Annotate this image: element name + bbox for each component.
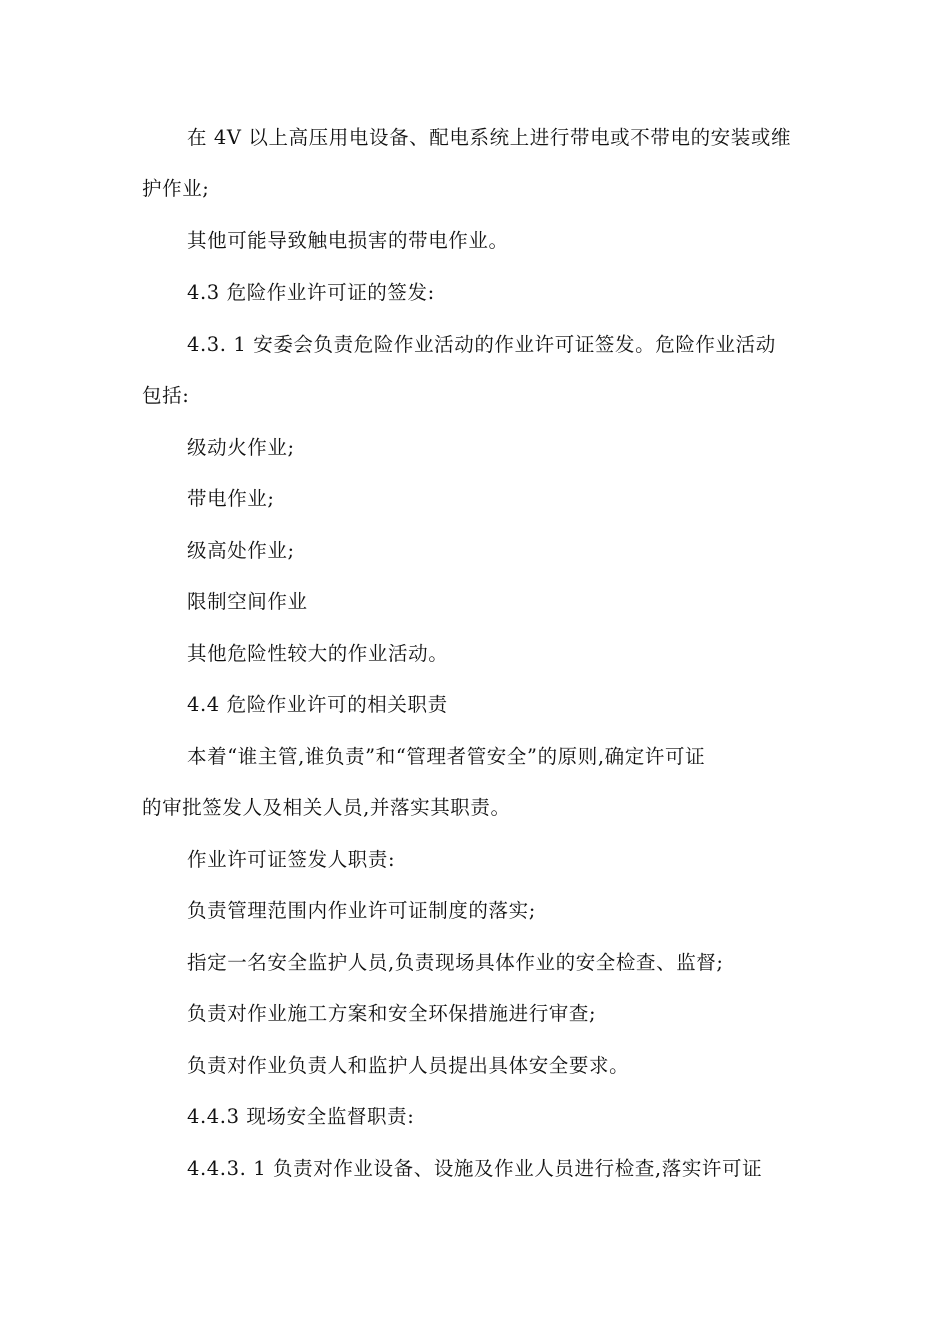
list-item: 指定一名安全监护人员,负责现场具体作业的安全检查、监督; — [187, 951, 724, 974]
list-item: 级动火作业; — [187, 436, 295, 459]
list-item: 其他危险性较大的作业活动。 — [187, 642, 449, 665]
list-item: 带电作业; — [187, 487, 275, 510]
section-heading: 4.4.3 现场安全监督职责: — [187, 1105, 415, 1128]
paragraph-line: 在 4V 以上高压用电设备、配电系统上进行带电或不带电的安装或维 — [187, 126, 792, 149]
paragraph-line: 本着“谁主管,谁负责”和“管理者管安全”的原则,确定许可证 — [187, 745, 706, 768]
list-item: 负责管理范围内作业许可证制度的落实; — [187, 899, 536, 922]
paragraph-line: 4.4.3. 1 负责对作业设备、设施及作业人员进行检查,落实许可证 — [187, 1157, 763, 1180]
paragraph-line: 作业许可证签发人职责: — [187, 848, 396, 871]
paragraph-line: 的审批签发人及相关人员,并落实其职责。 — [142, 796, 511, 819]
section-heading: 4.3 危险作业许可证的签发: — [187, 281, 435, 304]
list-item: 负责对作业负责人和监护人员提出具体安全要求。 — [187, 1054, 630, 1077]
list-item: 限制空间作业 — [187, 590, 308, 613]
paragraph-line: 其他可能导致触电损害的带电作业。 — [187, 229, 509, 252]
list-item: 负责对作业施工方案和安全环保措施进行审查; — [187, 1002, 597, 1025]
paragraph-line: 包括: — [142, 384, 190, 407]
paragraph-line: 4.3. 1 安委会负责危险作业活动的作业许可证签发。危险作业活动 — [187, 333, 776, 356]
section-heading: 4.4 危险作业许可的相关职责 — [187, 693, 448, 716]
list-item: 级高处作业; — [187, 539, 295, 562]
paragraph-line: 护作业; — [142, 177, 210, 200]
